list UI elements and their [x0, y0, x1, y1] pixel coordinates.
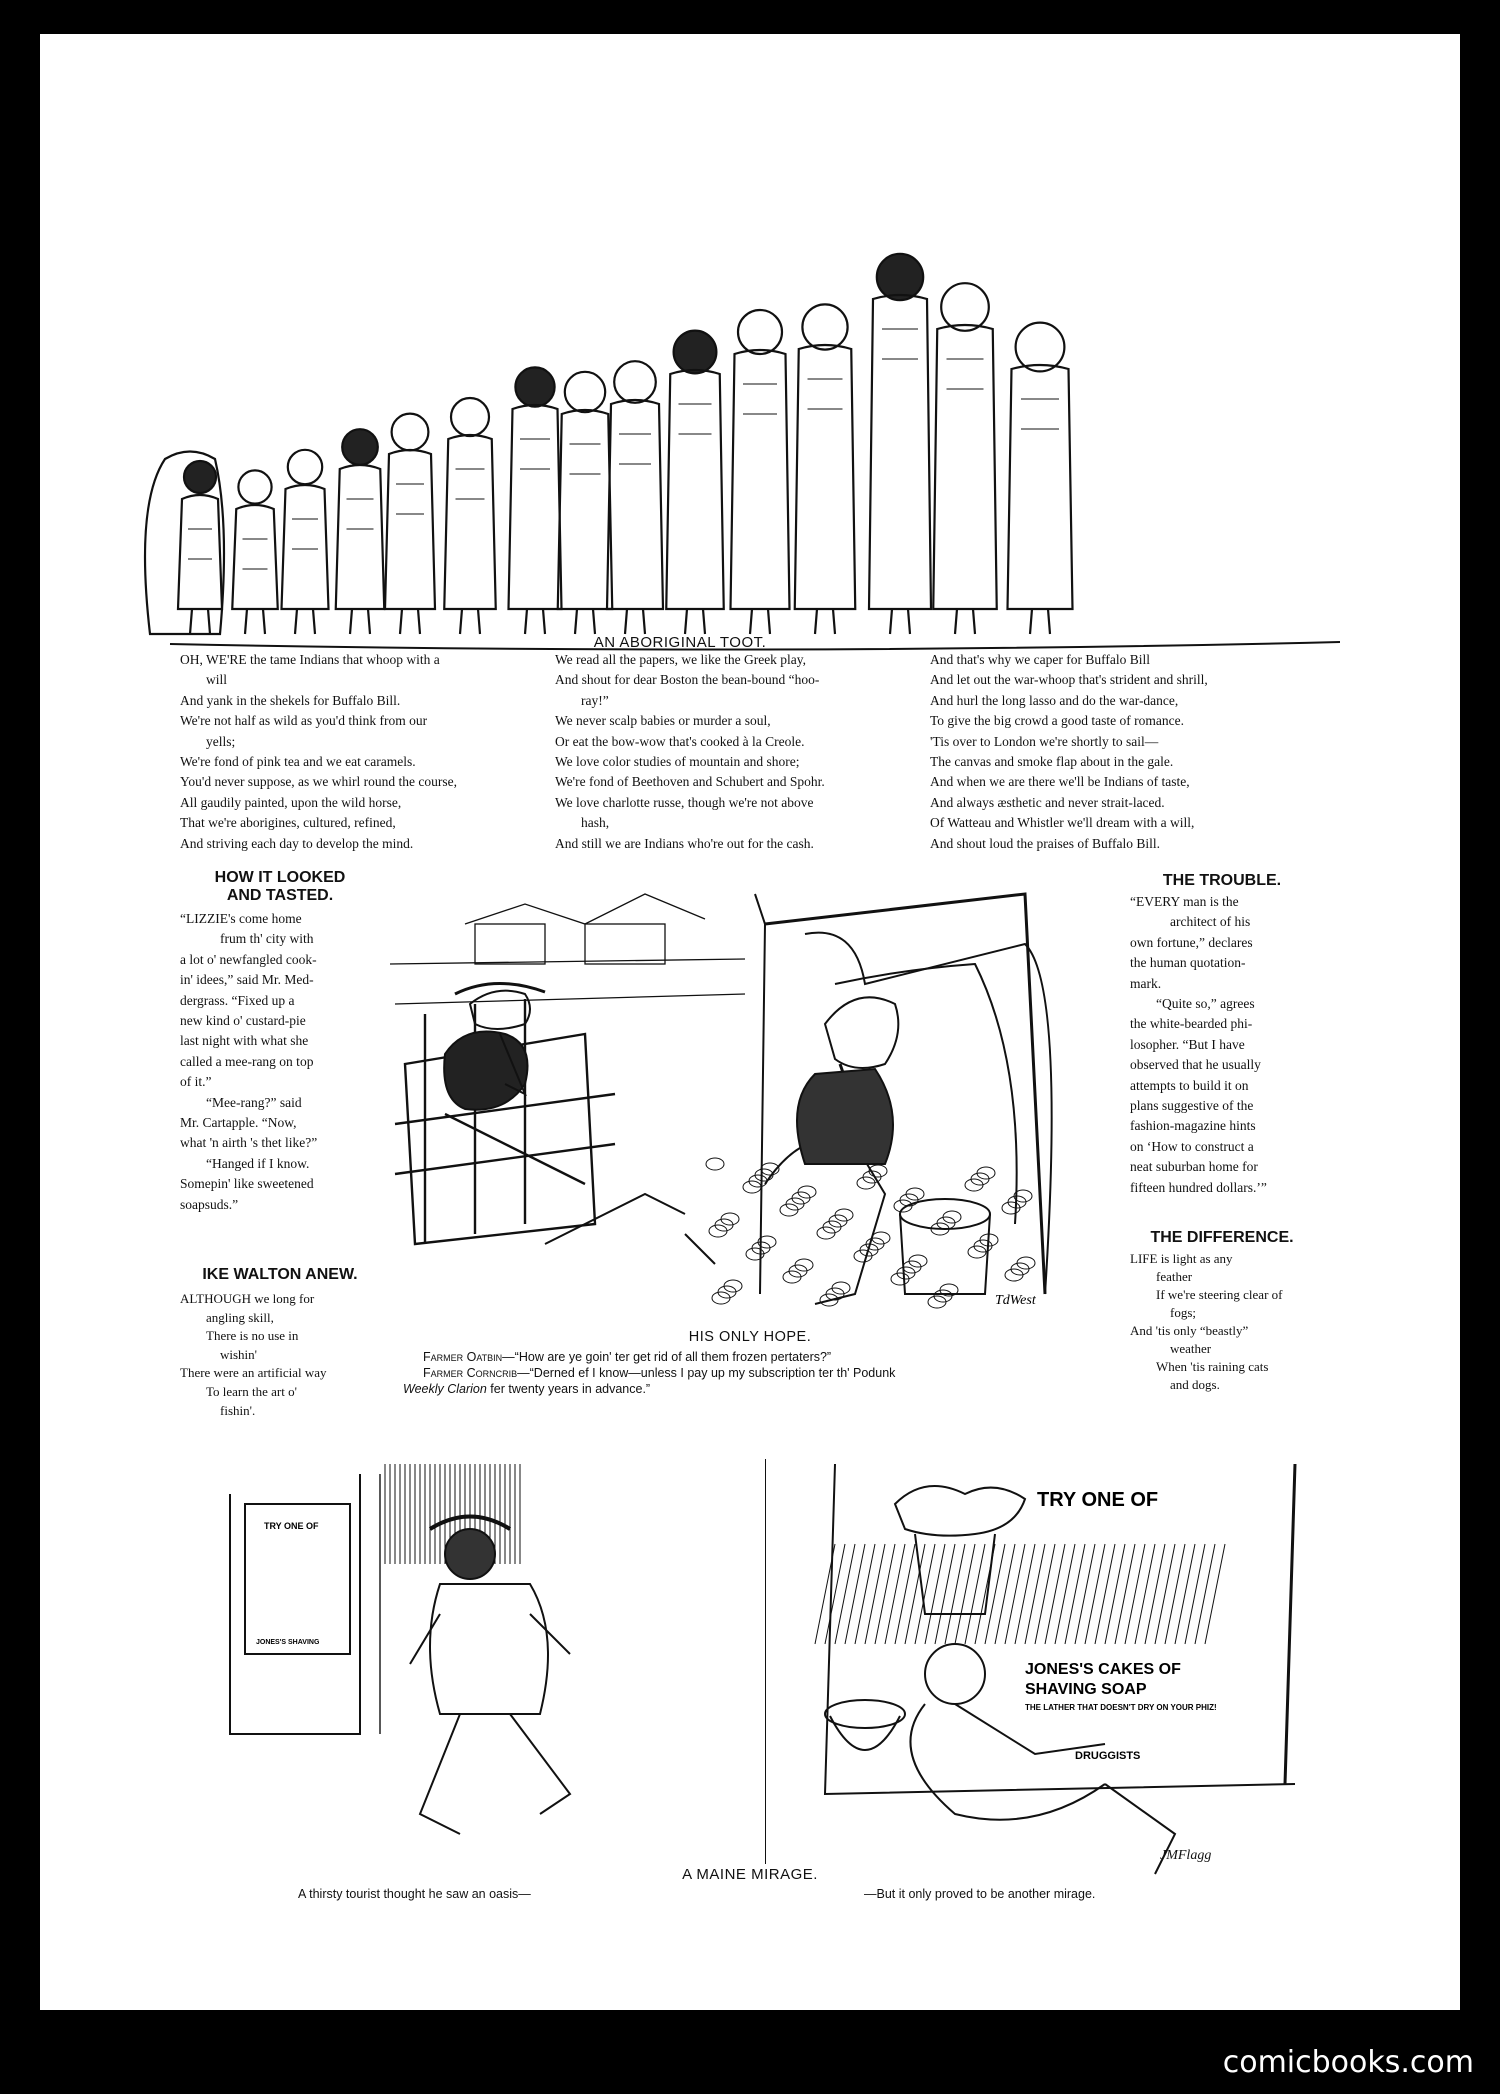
trouble-line: neat suburban home for	[1130, 1159, 1258, 1175]
walton-line: ALTHOUGH we long for	[180, 1291, 315, 1306]
aboriginal-col2-line: We love color studies of mountain and shore;	[555, 754, 800, 770]
indians-lineup-illustration	[160, 204, 1360, 654]
aboriginal-col-2	[555, 650, 955, 854]
aboriginal-col1-line: And striving each day to develop the mind.	[180, 835, 414, 851]
aboriginal-col3-line: And shout loud the praises of Buffalo Bill.	[930, 835, 1160, 851]
mirage-sign-title: TRY ONE OF	[1037, 1489, 1159, 1511]
aboriginal-col3-line: Of Watteau and Whistler we'll dream with a will,	[930, 815, 1195, 831]
trouble-line: “Quite so,” agrees	[1156, 996, 1255, 1012]
trouble-line: plans suggestive of the	[1130, 1098, 1254, 1114]
tasted-title-line1: HOW IT LOOKED	[214, 869, 346, 886]
trouble-line: “EVERY man is the	[1130, 894, 1239, 909]
hope-speaker1: Farmer Oatbin	[423, 1350, 503, 1364]
trouble-line: losopher. “But I have	[1130, 1036, 1245, 1052]
trouble-line: on ‘How to construct a	[1130, 1138, 1254, 1154]
trouble-line: fifteen hundred dollars.’”	[1130, 1179, 1267, 1195]
tasted-line: called a mee-rang on top	[180, 1053, 314, 1069]
trouble-line: attempts to build it on	[1130, 1077, 1249, 1093]
walton-line: There is no use in	[206, 1328, 299, 1344]
aboriginal-col3-line: And always æsthetic and never strait-laced.	[930, 794, 1165, 810]
mirage-right-panel	[775, 1454, 1335, 1874]
trouble-body	[1130, 892, 1330, 1198]
aboriginal-col3-line: 'Tis over to London we're shortly to sail—	[930, 733, 1159, 749]
difference-line: If we're steering clear of	[1156, 1287, 1283, 1302]
farmers-illustration	[385, 864, 1125, 1324]
aboriginal-col2-line: hash,	[581, 815, 610, 831]
aboriginal-col1-line: OH, WE'RE the tame Indians that whoop with a	[180, 652, 440, 667]
hope-line3: fer twenty years in advance.”	[486, 1382, 651, 1396]
aboriginal-col2-line: And shout for dear Boston the bean-bound “hoo-	[555, 672, 820, 688]
aboriginal-col1-line: yells;	[206, 733, 236, 749]
difference-line: fogs;	[1170, 1305, 1196, 1320]
mirage-sign-line2: SHAVING SOAP	[1025, 1681, 1147, 1698]
difference-line: weather	[1170, 1341, 1212, 1356]
magazine-page	[40, 34, 1460, 2010]
aboriginal-col-3	[930, 650, 1330, 854]
aboriginal-col1-line: That we're aborigines, cultured, refined,	[180, 815, 396, 831]
tasted-line: new kind o' custard-pie	[180, 1013, 306, 1029]
aboriginal-col1-line: And yank in the shekels for Buffalo Bill.	[180, 692, 401, 708]
tasted-line: “Mee-rang?” said	[206, 1094, 302, 1110]
aboriginal-col2-line: ray!”	[581, 692, 609, 708]
aboriginal-col3-line: To give the big crowd a good taste of romance.	[930, 713, 1184, 729]
tasted-title-line2: AND TASTED.	[226, 887, 334, 904]
trouble-line: fashion-magazine hints	[1130, 1118, 1256, 1134]
aboriginal-col3-line: And that's why we caper for Buffalo Bill	[930, 652, 1151, 667]
aboriginal-col3-line: And hurl the long lasso and do the war-dance,	[930, 692, 1179, 708]
trouble-line: observed that he usually	[1130, 1057, 1261, 1073]
aboriginal-col3-line: And let out the war-whoop that's strident and shrill,	[930, 672, 1208, 688]
tasted-line: what 'n airth 's thet like?”	[180, 1135, 318, 1151]
mirage-divider	[765, 1459, 766, 1864]
aboriginal-col-1	[180, 650, 580, 854]
mirage-sign-tag: THE LATHER THAT DOESN'T DRY ON YOUR PHIZ!	[1025, 1703, 1217, 1712]
difference-body	[1130, 1250, 1330, 1394]
aboriginal-col3-line: The canvas and smoke flap about in the gale.	[930, 754, 1174, 770]
mirage-small-sign-text: JONES'S SHAVING	[256, 1639, 320, 1646]
tasted-title	[180, 869, 380, 905]
aboriginal-col1-line: We're not half as wild as you'd think from our	[180, 713, 428, 729]
hope-paper: Weekly Clarion	[403, 1382, 487, 1396]
aboriginal-col2-line: Or eat the bow-wow that's cooked à la Creole.	[555, 733, 805, 749]
aboriginal-col1-line: We're fond of pink tea and we eat caramels.	[180, 754, 416, 770]
tasted-line: “Hanged if I know.	[206, 1155, 310, 1171]
difference-line: LIFE is light as any	[1130, 1251, 1233, 1266]
walton-title: IKE WALTON ANEW.	[202, 1266, 358, 1283]
mirage-left-panel	[210, 1434, 740, 1874]
hope-caption	[403, 1349, 1123, 1397]
aboriginal-col2-line: We love charlotte russe, though we're not above	[555, 794, 814, 810]
tasted-line: in' idees,” said Mr. Med-	[180, 972, 314, 988]
trouble-line: architect of his	[1170, 914, 1251, 930]
trouble-line: the human quotation-	[1130, 955, 1246, 971]
aboriginal-col2-line: We're fond of Beethoven and Schubert and Spohr.	[555, 774, 825, 790]
difference-title: THE DIFFERENCE.	[1150, 1229, 1294, 1246]
tasted-body	[180, 909, 380, 1215]
hope-title: HIS ONLY HOPE.	[688, 1329, 812, 1345]
difference-line: feather	[1156, 1269, 1193, 1284]
trouble-line: mark.	[1130, 975, 1162, 991]
aboriginal-col2-line: And still we are Indians who're out for the cash.	[555, 835, 814, 851]
tasted-line: “LIZZIE's come home	[180, 911, 302, 926]
difference-line: When 'tis raining cats	[1156, 1359, 1269, 1374]
trouble-line: the white-bearded phi-	[1130, 1016, 1253, 1032]
trouble-title: THE TROUBLE.	[1162, 872, 1282, 889]
mirage-small-sign-title: TRY ONE OF	[264, 1521, 319, 1531]
mirage-title: A MAINE MIRAGE.	[682, 1866, 818, 1883]
aboriginal-col2-line: We never scalp babies or murder a soul,	[555, 713, 771, 729]
difference-line: And 'tis only “beastly”	[1130, 1323, 1249, 1338]
walton-line: fishin'.	[220, 1402, 256, 1418]
mirage-sign-footer: DRUGGISTS	[1075, 1750, 1141, 1762]
hope-line2: —“Derned ef I know—unless I pay up my subscription ter th' Podunk	[517, 1366, 896, 1380]
aboriginal-col1-line: You'd never suppose, as we whirl round the course,	[180, 774, 458, 790]
tasted-line: a lot o' newfangled cook-	[180, 951, 317, 967]
walton-line: To learn the art o'	[206, 1383, 297, 1399]
mirage-caption-left: A thirsty tourist thought he saw an oasis—	[298, 1887, 531, 1901]
tasted-line: Somepin' like sweetened	[180, 1176, 314, 1192]
tasted-line: soapsuds.”	[180, 1196, 239, 1212]
tasted-line: of it.”	[180, 1074, 212, 1090]
mirage-signature: JMFlagg	[1160, 1848, 1212, 1863]
mirage-caption-right: —But it only proved to be another mirage.	[864, 1887, 1096, 1901]
walton-line: There were an artificial way	[180, 1365, 327, 1381]
difference-line: and dogs.	[1170, 1377, 1220, 1392]
aboriginal-title: AN ABORIGINAL TOOT.	[593, 634, 767, 651]
aboriginal-col2-line: We read all the papers, we like the Greek play,	[555, 652, 807, 667]
aboriginal-col3-line: And when we are there we'll be Indians of taste,	[930, 774, 1190, 790]
aboriginal-col1-line: will	[206, 672, 228, 688]
tasted-line: Mr. Cartapple. “Now,	[180, 1115, 297, 1131]
tasted-line: dergrass. “Fixed up a	[180, 992, 295, 1008]
aboriginal-col1-line: All gaudily painted, upon the wild horse,	[180, 794, 402, 810]
walton-line: wishin'	[220, 1346, 258, 1362]
tasted-line: frum th' city with	[220, 931, 314, 947]
hope-speaker2: Farmer Corncrib	[423, 1366, 518, 1380]
hope-line1: —“How are ye goin' ter get rid of all them frozen pertaters?”	[502, 1350, 832, 1364]
tasted-line: last night with what she	[180, 1033, 309, 1049]
walton-body	[180, 1290, 380, 1420]
site-watermark: comicbooks.com	[1222, 2045, 1474, 2080]
hope-signature: TdWest	[995, 1293, 1036, 1308]
mirage-sign-line1: JONES'S CAKES OF	[1025, 1661, 1181, 1678]
trouble-line: own fortune,” declares	[1130, 934, 1253, 950]
walton-line: angling skill,	[206, 1309, 274, 1325]
